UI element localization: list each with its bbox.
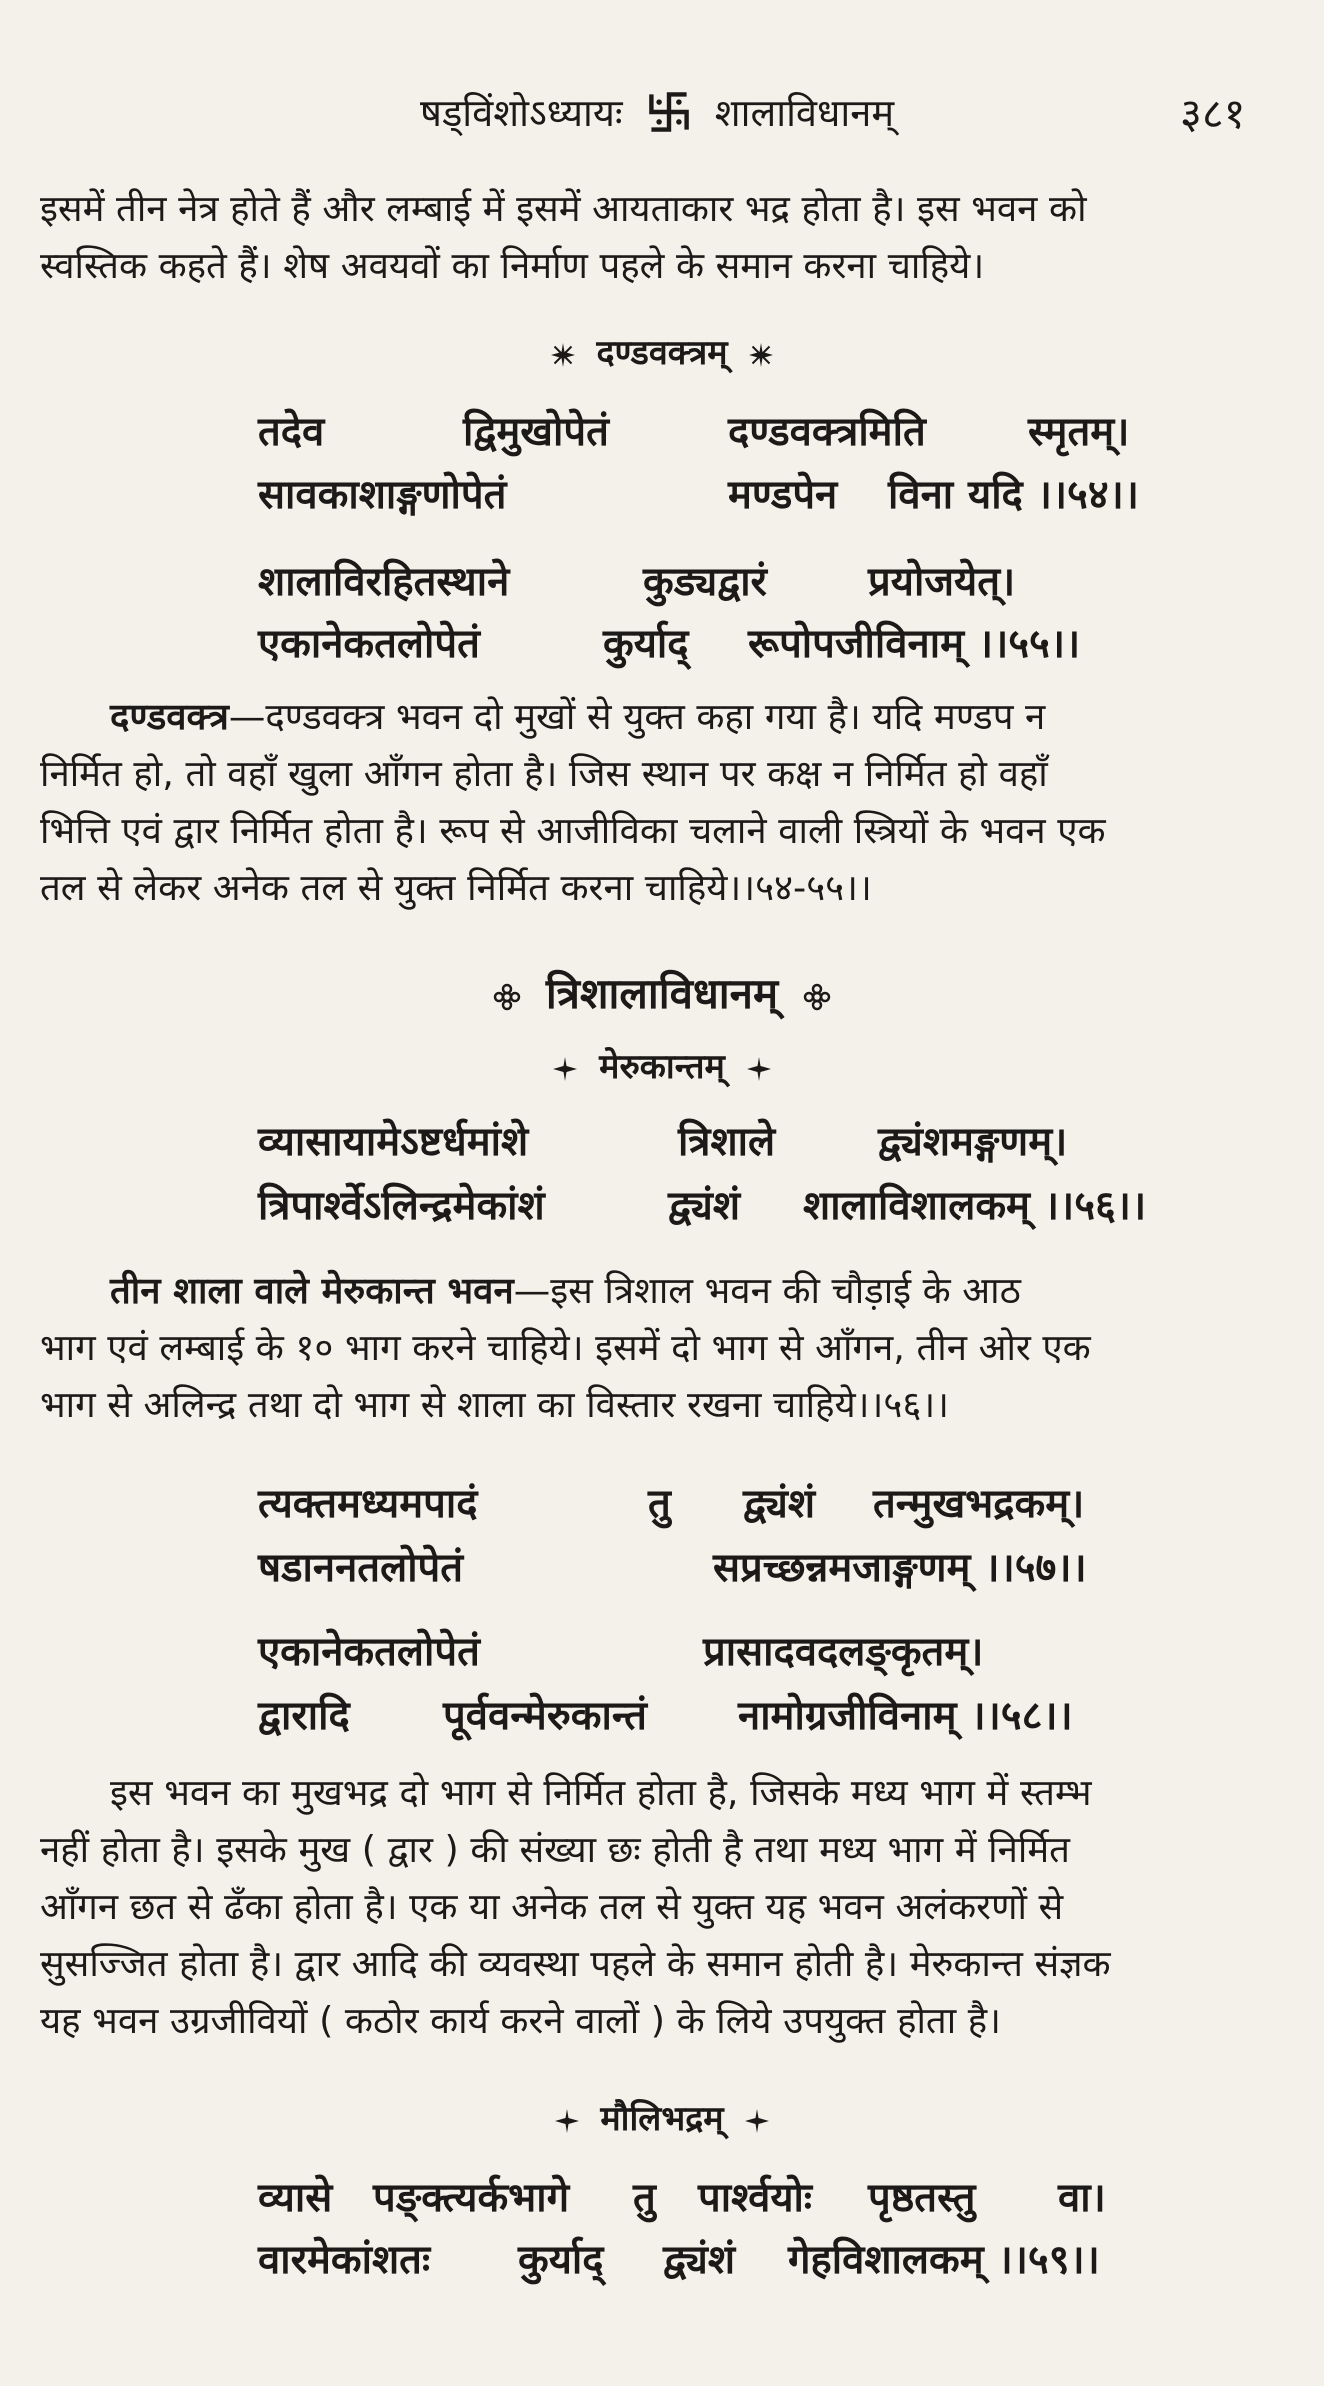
commentary-line: इस भवन का मुखभद्र दो भाग से निर्मित होता है, जिसके मध्य भाग में स्तम्भ <box>110 1771 1092 1814</box>
verse-line <box>258 552 1158 622</box>
verse-line <box>258 1538 1158 1608</box>
page-number: ३८१ <box>1180 89 1246 138</box>
main-heading <box>0 964 1324 1021</box>
intro-line: स्वस्तिक कहते हैं। शेष अवयवों का निर्माण पहले के समान करना चाहिये। <box>40 244 985 287</box>
flower-ornament-icon <box>803 983 831 1011</box>
heading-text: मेरुकान्तम् <box>599 1047 725 1087</box>
heading-text: दण्डवक्त्रम् <box>596 333 728 373</box>
verse-word: कुर्याद् <box>603 621 689 667</box>
verse-word: वारमेकांशतः <box>258 2237 431 2283</box>
verse-word: वा। <box>1058 2175 1106 2221</box>
verse-line <box>258 2230 1158 2300</box>
verse-word: यदि ।।५४।। <box>968 472 1139 518</box>
verse-line <box>258 465 1158 535</box>
commentary-line: भित्ति एवं द्वार निर्मित होता है। रूप से आजीविका चलाने वाली स्त्रियों के भवन एक <box>40 809 1106 852</box>
verse-line <box>258 1622 1158 1692</box>
verse-line <box>258 1112 1158 1182</box>
commentary-paragraph <box>40 1262 1280 1433</box>
verse-word: शालाविरहितस्थाने <box>258 559 510 605</box>
verse-word: कुड्यद्वारं <box>643 559 767 605</box>
verse-word: सप्रच्छन्नमजाङ्गणम् ।।५७।। <box>713 1545 1087 1591</box>
verse-word: विना <box>888 472 954 518</box>
intro-line: इसमें तीन नेत्र होते हैं और लम्बाई में इसमें आयताकार भद्र होता है। इस भवन को <box>40 187 1087 230</box>
section-heading-merukanta <box>0 1042 1324 1088</box>
verse-word: मण्डपेन <box>728 472 838 518</box>
verse-word: रूपोपजीविनाम् ।।५५।। <box>748 621 1081 667</box>
verse-word: तदेव <box>258 409 325 455</box>
verse-word: प्रासादवदलङ्कृतम्। <box>703 1629 984 1675</box>
verse-word: सावकाशाङ्गणोपेतं <box>258 472 507 518</box>
flower-ornament-icon <box>551 343 575 367</box>
verse-word: व्यासे <box>258 2175 333 2221</box>
intro-paragraph <box>40 180 1280 294</box>
flower-ornament-icon <box>553 1057 577 1081</box>
verse-word: द्व्यंशं <box>663 2237 736 2283</box>
section-heading-maulibhadra <box>0 2094 1324 2140</box>
swastika-icon <box>647 90 691 134</box>
verse-word: त्रिशाले <box>678 1119 776 1165</box>
commentary-line: नहीं होता है। इसके मुख ( द्वार ) की संख्या छः होती है तथा मध्य भाग में निर्मित <box>40 1828 1070 1871</box>
verse-word: व्यासायामेऽष्टर्धमांशे <box>258 1119 529 1165</box>
commentary-line: भाग से अलिन्द्र तथा दो भाग से शाला का विस्तार रखना चाहिये।।५६।। <box>40 1383 949 1426</box>
verse-word: एकानेकतलोपेतं <box>258 621 480 667</box>
commentary-line: सुसज्जित होता है। द्वार आदि की व्यवस्था पहले के समान होती है। मेरुकान्त संज्ञक <box>40 1942 1111 1985</box>
flower-ornament-icon <box>745 2109 769 2133</box>
verse-line <box>258 614 1158 684</box>
commentary-paragraph <box>40 1764 1280 2049</box>
verse-word: कुर्याद् <box>518 2237 604 2283</box>
commentary-text: —इस त्रिशाल भवन की चौड़ाई के आठ <box>513 1269 1021 1312</box>
verse-word: शालाविशालकम् ।।५६।। <box>803 1183 1147 1229</box>
heading-text: मौलिभद्रम् <box>600 2099 724 2139</box>
flower-ornament-icon <box>555 2109 579 2133</box>
verse-word: प्रयोजयेत्। <box>868 559 1016 605</box>
section-title: शालाविधानम् <box>714 91 895 135</box>
verse-word: तु <box>648 1481 671 1527</box>
verse-line <box>258 402 1158 472</box>
flower-ornament-icon <box>493 983 521 1011</box>
verse-word: गेहविशालकम् ।।५९।। <box>788 2237 1100 2283</box>
verse-word: पङ्क्त्यर्कभागे <box>373 2175 570 2221</box>
page-header <box>0 78 1324 158</box>
commentary-line <box>40 688 1280 745</box>
flower-ornament-icon <box>749 343 773 367</box>
chapter-title: षड्विंशोऽध्यायः <box>420 91 623 135</box>
verse-line <box>258 2168 1158 2238</box>
commentary-term: दण्डवक्त्र <box>110 695 229 738</box>
verse-word: पृष्ठतस्तु <box>868 2175 976 2221</box>
commentary-line: तल से लेकर अनेक तल से युक्त निर्मित करना चाहिये।।५४-५५।। <box>40 866 872 909</box>
verse-word: पूर्ववन्मेरुकान्तं <box>443 1693 647 1739</box>
commentary-line <box>40 1262 1280 1319</box>
verse-word: षडाननतलोपेतं <box>258 1545 464 1591</box>
commentary-line: यह भवन उग्रजीवियों ( कठोर कार्य करने वालों ) के लिये उपयुक्त होता है। <box>40 1999 1001 2042</box>
commentary-line: आँगन छत से ढँका होता है। एक या अनेक तल से युक्त यह भवन अलंकरणों से <box>40 1885 1064 1928</box>
verse-word: द्व्यंशमङ्गणम्। <box>878 1119 1068 1165</box>
section-heading-dandavaktra <box>0 328 1324 374</box>
verse-word: तन्मुखभद्रकम्। <box>873 1481 1085 1527</box>
verse-word: त्यक्तमध्यमपादं <box>258 1481 478 1527</box>
verse-line <box>258 1686 1158 1756</box>
commentary-paragraph <box>40 688 1280 916</box>
commentary-text: —दण्डवक्त्र भवन दो मुखों से युक्त कहा गया है। यदि मण्डप न <box>228 695 1046 738</box>
commentary-line: निर्मित हो, तो वहाँ खुला आँगन होता है। जिस स्थान पर कक्ष न निर्मित हो वहाँ <box>40 752 1048 795</box>
verse-word: तु <box>633 2175 656 2221</box>
verse-word: एकानेकतलोपेतं <box>258 1629 480 1675</box>
running-title <box>420 86 894 138</box>
verse-word: द्वारादि <box>258 1693 350 1739</box>
verse-word: द्व्यंशं <box>668 1183 741 1229</box>
flower-ornament-icon <box>747 1057 771 1081</box>
verse-word: द्व्यंशं <box>743 1481 816 1527</box>
verse-line <box>258 1474 1158 1544</box>
verse-line <box>258 1176 1158 1246</box>
verse-word: द्विमुखोपेतं <box>463 409 609 455</box>
verse-word: दण्डवक्त्रमिति <box>728 409 926 455</box>
verse-word: त्रिपार्श्वेऽलिन्द्रमेकांशं <box>258 1183 545 1229</box>
verse-word: स्मृतम्। <box>1028 409 1130 455</box>
verse-word: नामोग्रजीविनाम् ।।५८।। <box>738 1693 1073 1739</box>
verse-word: पार्श्वयोः <box>698 2175 812 2221</box>
commentary-line: भाग एवं लम्बाई के १० भाग करने चाहिये। इसमें दो भाग से आँगन, तीन ओर एक <box>40 1326 1091 1369</box>
heading-text: त्रिशालाविधानम् <box>545 969 779 1018</box>
commentary-term: तीन शाला वाले मेरुकान्त भवन <box>110 1269 514 1312</box>
